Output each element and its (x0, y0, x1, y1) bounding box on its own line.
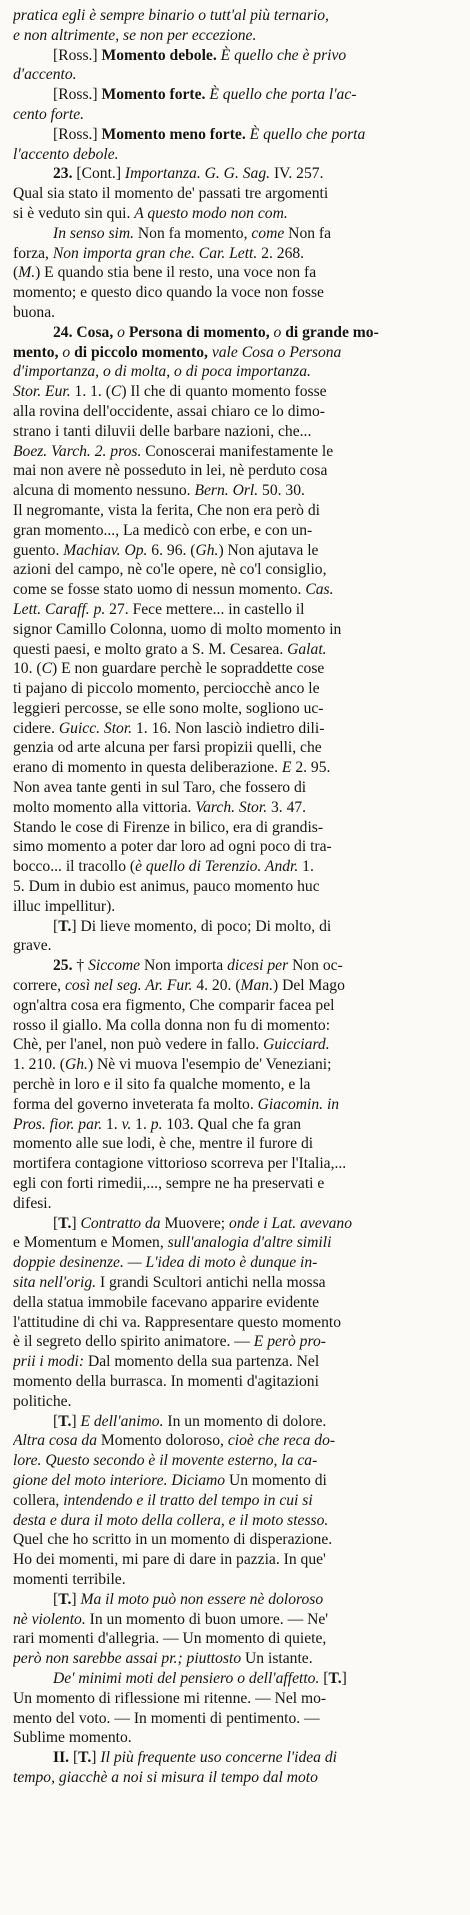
text-line: Pros. fior. par. 1. v. 1. p. 103. Qual che fa gran (13, 1115, 302, 1133)
text-line: momento; e questo dico quando la voce non fosse (13, 284, 324, 302)
text-line (13, 362, 459, 382)
text-line: guento. Machiav. Op. 6. 96. (Gh.) Non ajutava le (13, 541, 319, 559)
text-line: politiche. (13, 1392, 72, 1410)
italic-run: C (110, 383, 122, 401)
text-line (13, 1451, 459, 1471)
italic-run: prii i modi: (13, 1353, 85, 1371)
text-line: bocco... il tracollo (è quello di Terenzio. Andr. 1. (13, 858, 314, 876)
italic-run: Giacomin. in (257, 1095, 340, 1113)
text-line: Sublime momento. (13, 1729, 132, 1747)
text-line (13, 6, 459, 26)
text-line: rari momenti d'allegria. — Un momento di quiete, (13, 1630, 327, 1648)
italic-run: E però pro- (253, 1333, 326, 1351)
text-line: si è veduto sin qui. A questo modo non com. (13, 204, 288, 222)
italic-run: desta e dura il moto della collera, e il moto stesso. (13, 1511, 329, 1529)
text-line: alcuna di momento nessuno. Bern. Orl. 50. 30. (13, 482, 305, 500)
italic-run: p. (150, 1115, 163, 1133)
italic-run: Boez. Varch. 2. pros. (13, 442, 142, 460)
text-line: e Momentum e Momen, sull'analogia d'altre simili (13, 1234, 332, 1252)
italic-run: Il più frequente uso concerne l'idea di (100, 1749, 337, 1767)
text-line: mento del voto. — In momenti di pentimento. — (13, 1709, 320, 1727)
italic-run: M. (18, 264, 36, 282)
text-line: Boez. Varch. 2. pros. Conoscerai manifestamente le (13, 442, 334, 460)
text-line: Lett. Caraff. p. 27. Fece mettere... in castello il (13, 600, 305, 618)
text-line: 10. (C) E non guardare perchè le sopraddette cose (13, 660, 325, 678)
bold-run: T. (58, 1214, 72, 1232)
text-line: della statua immobile facevano apparire evidente (13, 1293, 320, 1311)
text-line: forza, Non importa gran che. Car. Lett. 2. 268. (13, 244, 305, 262)
text-line: nè violento. In un momento di buon umore. — Ne' (13, 1610, 329, 1628)
text-line (13, 1511, 459, 1531)
italic-run: Contratto da (80, 1214, 161, 1232)
italic-run: pratica egli è sempre binario o tutt'al più ternario, (13, 7, 329, 24)
bold-run: Persona di momento, (128, 323, 270, 341)
bold-run: T. (58, 917, 72, 935)
text-line (13, 105, 459, 125)
italic-run: Gh. (64, 1056, 88, 1074)
italic-run: Stor. Eur. (13, 383, 71, 401)
italic-run: cioè che reca do- (227, 1432, 336, 1450)
text-line: rosso il giallo. Ma colla donna non fu di momento: (13, 1016, 331, 1034)
italic-run: v. (121, 1115, 132, 1133)
text-line: mai non avere nè posseduto in lei, nè perduto cosa (13, 462, 328, 480)
italic-run: Galat. (287, 640, 327, 658)
bold-run: di grande mo- (285, 323, 379, 341)
text-line (13, 65, 459, 85)
text-line (13, 323, 459, 343)
text-line (13, 26, 459, 46)
bold-run: 25. (53, 957, 73, 975)
italic-run: l'accento debole. (13, 145, 119, 163)
bold-run: T. (58, 1412, 72, 1430)
text-line: Un momento di riflessione mi ritenne. — Nel mo- (13, 1689, 327, 1707)
bold-run: Momento debole. (101, 46, 217, 64)
text-line: Quel che ho scritto in un momento di disperazione. (13, 1531, 333, 1549)
italic-run: Man. (240, 977, 273, 995)
bold-run: Momento meno forte. (101, 125, 246, 143)
text-line: strano i tanti diluvii delle barbare nazioni, che... (13, 422, 312, 440)
bold-run: T. (58, 1590, 72, 1608)
italic-run: Gh. (195, 541, 219, 559)
text-line: alla rovina dell'occidente, assai chiaro ce lo dimo- (13, 402, 325, 420)
text-line: l'attitudine di chi va. Rappresentare questo momento (13, 1313, 342, 1331)
text-line: leggieri percosse, se elle sono molte, sogliono uc- (13, 699, 324, 717)
bold-run: di piccolo momento, (74, 343, 208, 361)
text-line: grave. (13, 937, 52, 955)
text-line: correre, così nel seg. Ar. Fur. 4. 20. (Man.) Del Mago (13, 977, 345, 995)
italic-run: C (41, 660, 52, 678)
text-line: collera, intendendo e il tratto del tempo in cui si (13, 1491, 313, 1509)
text-line: momento alle sue lodi, è che, mentre il furore di (13, 1135, 314, 1153)
text-line: ogn'altra cosa era figmento, Che comparir facea pel (13, 996, 335, 1014)
italic-run: o (273, 323, 282, 341)
text-line: De' minimi moti del pensiero o dell'affetto. [T.] (53, 1669, 347, 1687)
text-line: Ho dei momenti, mi pare di dare in pazzia. In que' (13, 1551, 326, 1569)
text-line: sita nell'orig. I grandi Scultori antichi nella mossa (13, 1274, 326, 1291)
italic-run: onde i Lat. avevano (229, 1214, 353, 1232)
italic-run: Lett. Caraff. p. (13, 600, 106, 618)
text-line: (M.) E quando stia bene il resto, una voce non fa (13, 264, 317, 282)
text-line: II. [T.] Il più frequente uso concerne l'idea di (53, 1749, 337, 1767)
italic-run: Machiav. Op. (63, 541, 148, 559)
text-line: [T.] Contratto da Muovere; onde i Lat. avevano (53, 1214, 353, 1232)
italic-run: E dell'animo. (80, 1412, 164, 1430)
italic-run: d'accento. (13, 66, 77, 84)
text-line: azioni del campo, nè co'le opere, nè co'l consiglio, (13, 561, 327, 579)
italic-run: però non sarebbe assai pr.; piuttosto (13, 1650, 242, 1668)
text-line: difesi. (13, 1194, 52, 1212)
text-line: momenti terribile. (13, 1570, 126, 1588)
italic-run: doppie desinenze. — L'idea di moto è dunque in- (13, 1254, 318, 1272)
bold-run: 24. Cosa, (53, 323, 114, 341)
text-line: prii i modi: Dal momento della sua partenza. Nel (13, 1353, 320, 1371)
text-line: gran momento..., La medicò con erbe, e con un- (13, 521, 313, 539)
text-line: Stando le cose di Firenze in bilico, era di grandis- (13, 818, 324, 836)
italic-run: È quello che porta (249, 125, 366, 143)
text-line: [T.] E dell'animo. In un momento di dolore. (53, 1412, 327, 1430)
text-line: buona. (13, 303, 56, 321)
text-line (13, 145, 459, 165)
text-line: simo momento a poter dar loro ad ogni poco di tra- (13, 838, 332, 856)
text-line: cidere. Guicc. Stor. 1. 16. Non lasciò indietro dili- (13, 719, 325, 737)
italic-run: sull'analogia d'altre simili (167, 1234, 332, 1252)
text-line (13, 1253, 459, 1273)
italic-run: cento forte. (13, 105, 85, 123)
italic-run: Ma il moto può non essere nè doloroso (80, 1590, 324, 1608)
italic-run: o (62, 343, 71, 361)
text-line: questi paesi, e molto grato a S. M. Cesarea. Galat. (13, 640, 327, 658)
italic-run: In senso sim. (53, 224, 134, 242)
italic-run: dicesi per (227, 957, 289, 975)
italic-run: come (251, 224, 285, 242)
italic-run: o (117, 323, 125, 341)
text-line: gione del moto interiore. Diciamo Un momento di (13, 1471, 327, 1489)
text-line: 23. [Cont.] Importanza. G. G. Sag. IV. 257. (53, 165, 324, 183)
text-line: però non sarebbe assai pr.; piuttosto Un istante. (13, 1650, 313, 1668)
italic-run: d'importanza, o di molta, o di poca importanza. (13, 363, 311, 381)
text-line: erano di momento in questa deliberazione. E 2. 95. (13, 759, 331, 777)
text-line: In senso sim. Non fa momento, come Non fa (53, 224, 332, 242)
text-line (13, 343, 459, 363)
italic-run: Non importa gran che. Car. Lett. (52, 244, 258, 262)
italic-run: Altra cosa da (13, 1432, 98, 1450)
italic-run: Pros. fior. par. (13, 1115, 103, 1133)
italic-run: De' minimi moti del pensiero o dell'affetto. (53, 1669, 320, 1687)
italic-run: Cas. (305, 581, 334, 599)
italic-run: intendendo e il tratto del tempo in cui si (63, 1491, 313, 1509)
text-line: Chè, per l'anel, non può vedere in fallo. Guicciard. (13, 1036, 330, 1054)
italic-run: Guicc. Stor. (58, 719, 133, 737)
text-line: Qual sia stato il momento de' passati tre argomenti (13, 185, 329, 203)
italic-run: E (281, 759, 292, 777)
text-line: genzia od arte alcuna per farsi propizii quelli, che (13, 739, 322, 757)
bold-run: II. (53, 1749, 70, 1767)
bold-run: Momento forte. (101, 86, 206, 104)
italic-run: Importanza. G. G. Sag. (124, 165, 271, 183)
text-line (13, 1768, 459, 1788)
text-line: molto momento alla vittoria. Varch. Stor. 3. 47. (13, 798, 307, 816)
italic-run: è quello di Terenzio. Andr. (135, 858, 299, 876)
italic-run: lore. Questo secondo è il movente esterno, la ca- (13, 1452, 318, 1470)
text-line: momento della burrasca. In momenti d'agitazioni (13, 1372, 319, 1390)
text-line: forma del governo inveterata fa molto. Giacomin. in (13, 1095, 340, 1113)
text-line: [Ross.] Momento forte. È quello che porta l'ac- (53, 86, 357, 104)
text-line: egli con forti rimedii,..., sempre ne ha preservati e (13, 1175, 325, 1193)
italic-run: È quello che porta l'ac- (209, 86, 357, 104)
italic-run: e non altrimente, se non per eccezione. (13, 26, 257, 44)
text-line: 1. 210. (Gh.) Nè vi muova l'esempio de' Veneziani; (13, 1056, 332, 1074)
italic-run: gione del moto interiore. Diciamo (13, 1471, 226, 1489)
italic-run: così nel seg. Ar. Fur. (64, 977, 193, 995)
italic-run: È quello che è privo (220, 46, 347, 64)
text-line: [Ross.] Momento meno forte. È quello che porta (53, 125, 366, 143)
italic-run: Varch. Stor. (195, 798, 268, 816)
text-line: illuc impellitur). (13, 897, 116, 915)
text-line: Stor. Eur. 1. 1. (C) Il che di quanto momento fosse (13, 383, 327, 401)
text-line: Il negromante, vista la ferita, Che non era però di (13, 501, 320, 519)
italic-run: Bern. Orl. (194, 482, 259, 500)
text-line: [T.] Di lieve momento, di poco; Di molto, di (53, 917, 332, 935)
text-line: è il segreto dello spirito animatore. — E però pro- (13, 1333, 326, 1351)
bold-run: 23. (53, 165, 73, 183)
text-line: mortifera contagione vittorioso scorreva per l'Italia,... (13, 1155, 347, 1173)
italic-run: sita nell'orig. (13, 1274, 97, 1291)
italic-run: nè violento. (13, 1610, 86, 1628)
text-line: signor Camillo Colonna, uomo di molto momento in (13, 620, 342, 638)
bold-run: mento, (13, 343, 59, 361)
bold-run: T. (328, 1669, 342, 1687)
italic-run: Guicciard. (263, 1036, 330, 1054)
italic-run: vale Cosa o Persona (211, 343, 342, 361)
text-line: Non avea tante genti in sul Taro, che fossero di (13, 779, 307, 797)
text-line: 25. † Siccome Non importa dicesi per Non oc- (53, 957, 343, 975)
italic-run: A questo modo non com. (134, 204, 288, 222)
text-line: 5. Dum in dubio est animus, pauco momento huc (13, 878, 320, 896)
text-line: [Ross.] Momento debole. È quello che è privo (53, 46, 347, 64)
italic-run: tempo, giacchè a noi si misura il tempo dal moto (13, 1768, 318, 1786)
italic-run: Siccome (88, 957, 141, 975)
text-line: [T.] Ma il moto può non essere nè doloroso (53, 1590, 324, 1608)
text-line: come se fosse stato uomo di nessun momento. Cas. (13, 581, 334, 599)
text-line: perchè in loro e il sito fa qualche momento, e la (13, 1076, 311, 1094)
bold-run: T. (78, 1749, 92, 1767)
text-line: ti pajano di piccolo momento, perciocchè anco le (13, 680, 320, 698)
text-line: Altra cosa da Momento doloroso, cioè che reca do- (13, 1432, 336, 1450)
